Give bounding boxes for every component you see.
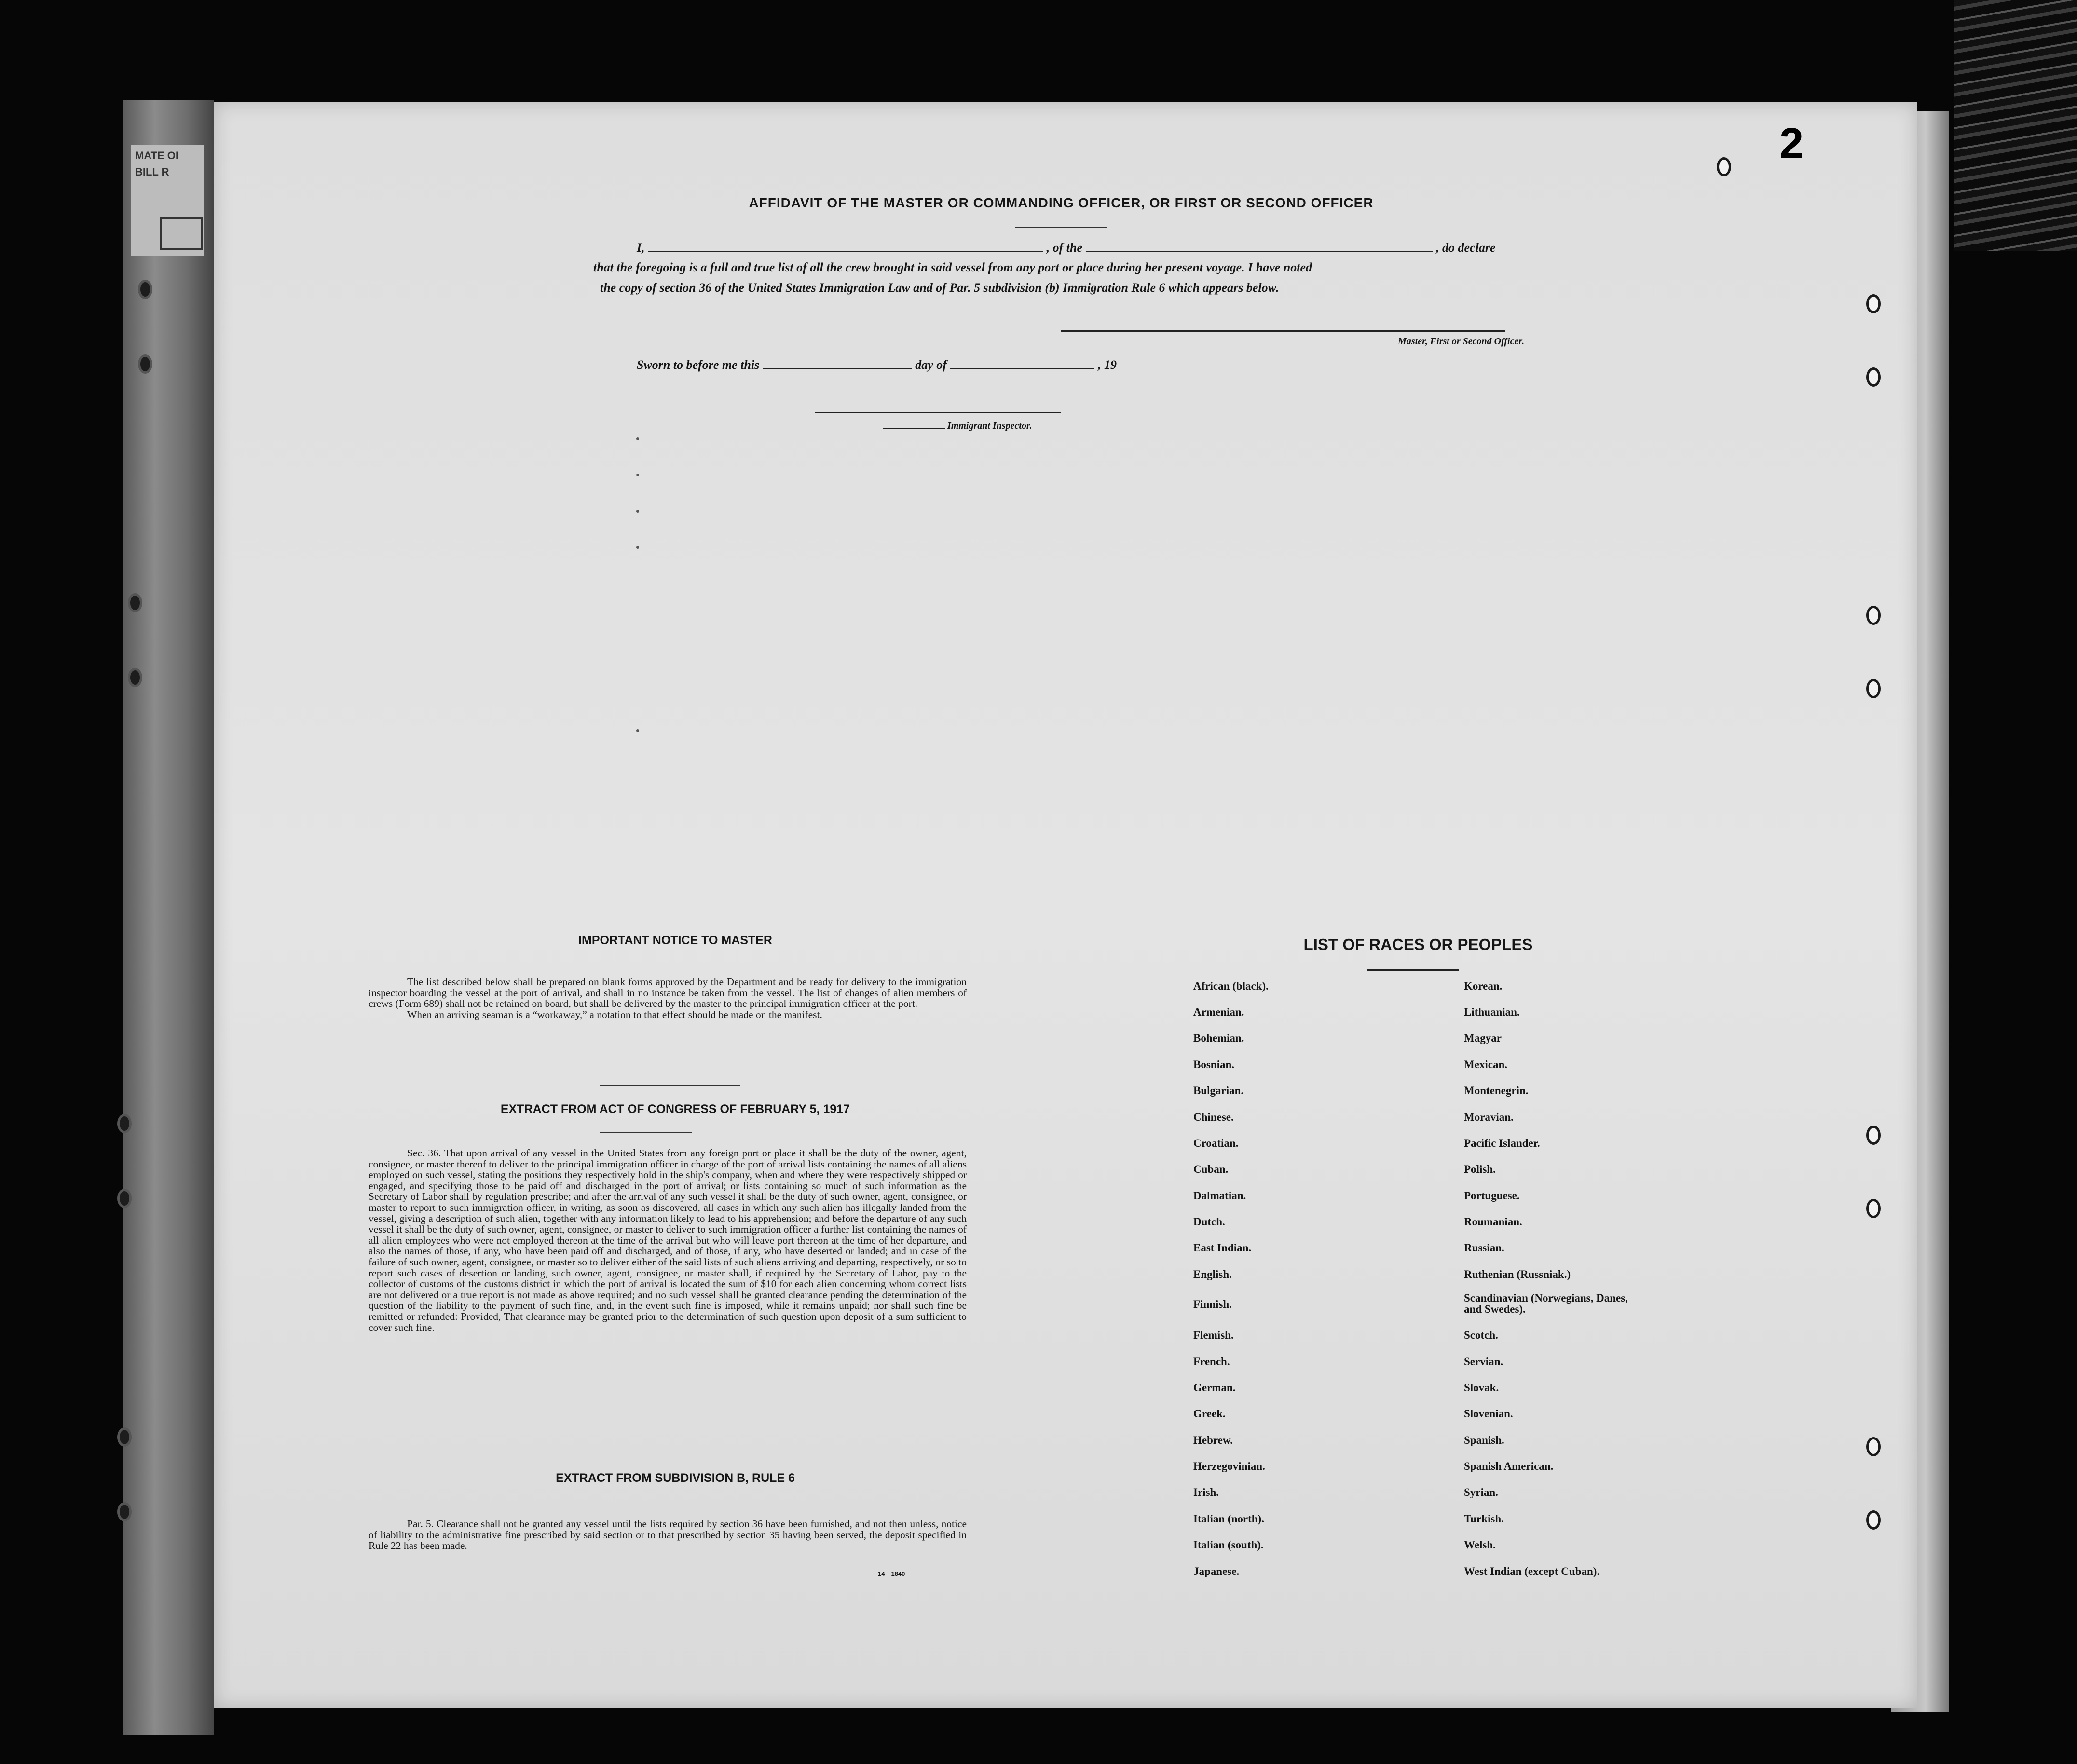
torn-edge [1954,0,2077,251]
binder-hole [138,354,152,374]
race-item: Croatian. [1193,1137,1239,1149]
race-item: Moravian. [1464,1111,1514,1123]
title-rule [1015,227,1107,228]
affidavit-line-3: the copy of section 36 of the United States Immigration Law and of Par. 5 subdivision (b) Immigration Rule 6 which appears below. [600,281,1279,295]
punch-hole [1866,1126,1881,1145]
race-item: African (black). [1193,980,1269,992]
binder-hole [117,1189,132,1208]
punch-hole [1866,294,1881,313]
race-item: Magyar [1464,1032,1502,1044]
stray-mark [636,546,639,549]
notice-paragraph-2: When an arriving seaman is a “workaway,” a notation to that effect should be made on the manifest. [407,1008,822,1020]
binder-label-line: MATE OI [135,149,179,162]
race-item: Lithuanian. [1464,1006,1520,1018]
affidavit-of-the: , of the [1046,241,1083,255]
race-item: Greek. [1193,1408,1226,1420]
binder-hole [138,280,152,299]
form-number: 14—1840 [878,1570,905,1577]
name-blank[interactable] [648,249,1043,252]
race-item: Montenegrin. [1464,1085,1529,1097]
day-blank[interactable] [763,366,912,369]
stray-mark [636,729,639,732]
race-item: Mexican. [1464,1058,1508,1071]
race-item: Herzegovinian. [1193,1460,1265,1472]
race-item: Welsh. [1464,1539,1496,1551]
signature-label: Master, First or Second Officer. [1398,336,1524,347]
year-text: , 19 [1097,358,1117,372]
races-title: LIST OF RACES OR PEOPLES [1303,936,1533,953]
sworn-text: Sworn to before me this [637,358,760,372]
race-item: Roumanian. [1464,1216,1522,1228]
race-item: Spanish American. [1464,1460,1554,1472]
signature-line[interactable] [1061,330,1505,332]
affidavit-declare: , do declare [1436,241,1496,255]
month-blank[interactable] [950,366,1094,369]
race-item: Servian. [1464,1356,1503,1368]
binder-spine [123,100,214,1735]
inspector-text: Immigrant Inspector. [947,421,1032,431]
notice-paragraph-1: The list described below shall be prepared on blank forms approved by the Department and be ready for delivery to the immigration inspector boarding the vessel at the port of arrival, and shall in no instance be taken from the vessel. The list of changes of alien members of crews (Form 689) shall not be retained on board, but shall be delivered by the master to the principal immigration officer at the port. [369,976,967,1010]
notice-title: IMPORTANT NOTICE TO MASTER [578,934,772,947]
race-item: Scandinavian (Norwegians, Danes, and Swedes). [1464,1292,1628,1315]
races-title-rule [1367,969,1459,971]
act-body [369,1148,967,1333]
race-item: Italian (north). [1193,1513,1264,1525]
affidavit-line-1 [637,241,1601,255]
race-item: Chinese. [1193,1111,1234,1123]
binder-label-line: BILL R [135,166,169,178]
binder-hole [128,593,142,612]
race-item: Slovak. [1464,1382,1499,1394]
race-item: English. [1193,1268,1232,1280]
race-item: Bohemian. [1193,1032,1244,1044]
stray-mark [636,437,639,440]
race-item: West Indian (except Cuban). [1464,1565,1600,1577]
race-item: Armenian. [1193,1006,1244,1018]
race-item: Cuban. [1193,1163,1229,1175]
race-item: Flemish. [1193,1329,1234,1341]
punch-hole [1866,1437,1881,1456]
binder-hole [117,1114,132,1133]
binder-label-box [160,217,203,250]
affidavit-i: I, [637,241,645,255]
race-item: Scotch. [1464,1329,1498,1341]
section-rule [600,1085,740,1086]
affidavit-line-2: that the foregoing is a full and true list of all the crew brought in said vessel from any port or place during her present voyage. I have noted [593,260,1312,274]
manifest-page [214,102,1917,1708]
race-item: Spanish. [1464,1434,1504,1446]
punch-hole [1866,606,1881,625]
day-of-text: day of [915,358,947,372]
inspector-blank[interactable] [883,428,945,429]
race-item: French. [1193,1356,1230,1368]
race-item: Polish. [1464,1163,1496,1175]
race-item: Hebrew. [1193,1434,1233,1446]
race-item: Dalmatian. [1193,1190,1246,1202]
race-item: Syrian. [1464,1486,1498,1498]
race-item: Portuguese. [1464,1190,1520,1202]
rule-body [369,1519,967,1551]
binder-label [131,145,204,256]
inspector-line[interactable] [815,412,1061,413]
section-rule [600,1132,692,1133]
race-item: Pacific Islander. [1464,1137,1540,1149]
race-item: Finnish. [1193,1298,1232,1310]
punch-hole [1866,1199,1881,1218]
race-item: Korean. [1464,980,1503,992]
race-item: Ruthenian (Russniak.) [1464,1268,1571,1280]
race-item: Irish. [1193,1486,1219,1498]
race-item: Japanese. [1193,1565,1240,1577]
binder-hole [117,1502,132,1521]
sworn-line [637,358,1117,372]
notice-body [369,977,967,1020]
binder-hole [117,1427,132,1447]
stray-mark [636,510,639,513]
vessel-blank[interactable] [1086,249,1433,252]
race-item: Bulgarian. [1193,1085,1244,1097]
race-item: Dutch. [1193,1216,1225,1228]
race-item: Italian (south). [1193,1539,1264,1551]
punch-hole [1866,367,1881,387]
race-item: Russian. [1464,1242,1504,1254]
race-item: Turkish. [1464,1513,1504,1525]
rule-title: EXTRACT FROM SUBDIVISION B, RULE 6 [556,1471,795,1485]
punch-hole [1866,1510,1881,1530]
act-title: EXTRACT FROM ACT OF CONGRESS OF FEBRUARY 5, 1917 [500,1102,850,1116]
race-item: East Indian. [1193,1242,1252,1254]
stray-mark [636,474,639,476]
punch-hole [1717,157,1731,176]
inspector-label [883,421,1032,432]
affidavit-title: AFFIDAVIT OF THE MASTER OR COMMANDING OFFICER, OR FIRST OR SECOND OFFICER [749,195,1374,210]
rule-paragraph: Par. 5. Clearance shall not be granted any vessel until the lists required by section 36 have been furnished, and not then unless, notice of liability to the administrative fine prescribed by said section or to that prescribed by section 35 having been served, the deposit specified in Rule 22 has been made. [369,1518,967,1552]
race-item: German. [1193,1382,1236,1394]
race-item: Bosnian. [1193,1058,1235,1071]
punch-hole [1866,679,1881,698]
race-item: Slovenian. [1464,1408,1513,1420]
binder-hole [128,668,142,687]
page-number: 2 [1779,120,1804,168]
act-paragraph: Sec. 36. That upon arrival of any vessel in the United States from any foreign port or place it shall be the duty of the owner, agent, consignee, or master thereof to deliver to the principal immigration officer in charge of the port of arrival lists containing the names of all aliens employed on such vessel, stating the positions they respectively hold in the ship's company, when and where they were respectively shipped or engaged, and specifying those to be paid off and discharged in the port of arrival; or lists containing so much of such information as the Secretary of Labor shall by regulation prescribe; and after the arrival of any such vessel it shall be the duty of such owner, agent, consignee, or master to report to such immigration officer, in writing, as soon as discovered, all cases in which any such alien has illegally landed from the vessel, giving a description of such alien, together with any information likely to lead to his apprehension; and before the departure of any such vessel it shall be the duty of such owner, agent, consignee, or master to deliver to such immigration officer a further list containing the names of all alien employees who were not employed thereon at the time of the arrival but who will leave port thereon at the time of her departure, and also the names of those, if any, who have been paid off and discharged, and of those, if any, who have deserted or landed; and in case of the failure of such owner, agent, consignee, or master so to deliver either of the said lists of such aliens arriving and departing, respectively, or so to report such cases of desertion or landing, such owner, agent, consignee, or master shall, if required by the Secretary of Labor, pay to the collector of customs of the customs district in which the port of arrival is located the sum of $10 for each alien concerning whom correct lists are not delivered or a true report is not made as above required; and no such vessel shall be granted clearance pending the determination of the question of the liability to the payment of such fine, and, in the event such fine is imposed, while it remains unpaid; nor shall such fine be remitted or refunded: Provided, That clearance may be granted prior to the determination of such question upon deposit of a sum sufficient to cover such fine. [369,1147,967,1333]
